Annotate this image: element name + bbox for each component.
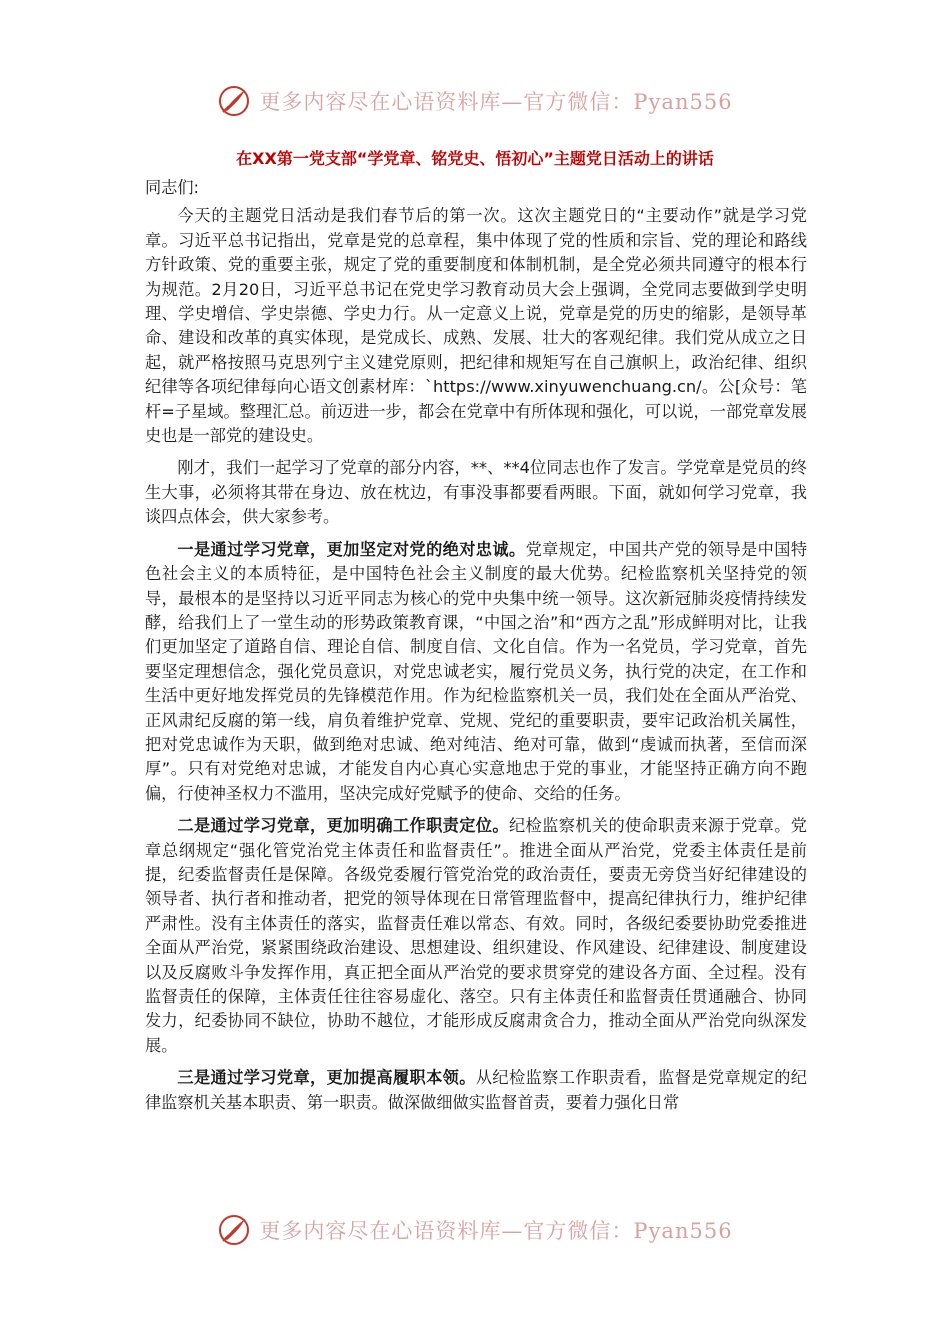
quill-logo-icon [217, 1213, 251, 1247]
document-body [145, 176, 807, 1123]
section-3-body: 从纪检监察工作职责看，监督是党章规定的纪律监察机关基本职责、第一职责。做深做细做实监督首责，要着力强化日常 [145, 1068, 807, 1112]
section-3 [145, 1066, 807, 1115]
section-1-body: 党章规定，中国共产党的领导是中国特色社会主义的本质特征，是中国特色社会主义制度的最大优势。纪检监察机关坚持党的领导，最根本的是坚持以习近平同志为核心的党中央集中统一领导。这次新冠肺炎疫情持续发酵，给我们上了一堂生动的形势政策教育课，“中国之治”和“西方之乱”形成鲜明对比，让我们更加坚定了道路自信、理论自信、制度自信、文化自信。作为一名党员，学习党章，首先要坚定理想信念，强化党员意识，对党忠诚老实，履行党员义务，执行党的决定，在工作和生活中更好地发挥党员的先锋模范作用。作为纪检监察机关一员，我们处在全面从严治党、正风肃纪反腐的第一线，肩负着维护党章、党规、党纪的重要职责，要牢记政治机关属性，把对党忠诚作为天职，做到绝对忠诚、绝对纯洁、绝对可靠，做到“虔诚而执著，至信而深厚”。只有对党绝对忠诚，才能发自内心真心实意地忠于党的事业，才能坚持正确方向不跑偏，行使神圣权力不滥用，坚决完成好党赋予的使命、交给的任务。 [145, 539, 808, 803]
watermark-banner-top [0, 84, 950, 118]
quill-logo-icon [217, 84, 251, 118]
section-1 [145, 538, 807, 806]
watermark-text: 更多内容尽在心语资料库—官方微信：Pyan556 [259, 1219, 733, 1243]
paragraph-intro: 今天的主题党日活动是我们春节后的第一次。这次主题党日的“主要动作”就是学习党章。习近平总书记指出，党章是党的总章程，集中体现了党的性质和宗旨、党的理论和路线方针政策、党的重要主张，规定了党的重要制度和体制机制，是全党必须共同遵守的根本行为规范。2月20日，习近平总书记在党史学习教育动员大会上强调，全党同志要做到学史明理、学史增信、学史崇德、学史力行。从一定意义上说，党章是党的历史的缩影，是领导革命、建设和改革的真实体现，是党成长、成熟、发展、壮大的客观纪律。我们党从成立之日起，就严格按照马克思列宁主义建党原则，把纪律和规矩写在自己旗帜上，政治纪律、组织纪律等各项纪律每向心语文创素材库：`https://www.xinyuwenchuang.cn/。公[众号：笔杆=子星域。整理汇总。前迈进一步，都会在党章中有所体现和强化，可以说，一部党章发展史也是一部党的建设史。 [145, 206, 807, 446]
salutation: 同志们: [145, 178, 200, 197]
paragraph-transition: 刚才，我们一起学习了党章的部分内容，**、**4位同志也作了发言。学党章是党员的终生大事，必须将其带在身边、放在枕边，有事没事都要看两眼。下面，就如何学习党章，我谈四点体会，供大家参考。 [145, 458, 807, 527]
section-2 [145, 814, 807, 1058]
document-title: 在XX第一党支部“学党章、铭党史、悟初心”主题党日活动上的讲话 [236, 149, 714, 168]
watermark-text: 更多内容尽在心语资料库—官方微信：Pyan556 [259, 90, 733, 114]
section-3-heading: 三是通过学习党章，更加提高履职本领。 [177, 1068, 476, 1088]
section-1-heading: 一是通过学习党章，更加坚定对党的绝对忠诚。 [177, 539, 526, 559]
watermark-banner-bottom [0, 1213, 950, 1247]
section-2-body: 纪检监察机关的使命职责来源于党章。党章总纲规定“强化管党治党主体责任和监督责任”。推进全面从严治党，党委主体责任是前提，纪委监督责任是保障。各级党委履行管党治党的政治责任，要责无旁贷当好纪律建设的领导者、执行者和推动者，把党的领导体现在日常管理监督中，提高纪律执行力，维护纪律严肃性。没有主体责任的落实，监督责任难以常态、有效。同时，各级纪委要协助党委推进全面从严治党，紧紧围绕政治建设、思想建设、组织建设、作风建设、纪律建设、制度建设以及反腐败斗争发挥作用，真正把全面从严治党的要求贯穿党的建设各方面、全过程。没有监督责任的保障，主体责任往往容易虚化、落空。只有主体责任和监督责任贯通融合、协同发力，纪委协同不缺位，协助不越位，才能形成反腐肃贪合力，推动全面从严治党向纵深发展。 [145, 816, 807, 1055]
section-2-heading: 二是通过学习党章，更加明确工作职责定位。 [177, 816, 509, 836]
